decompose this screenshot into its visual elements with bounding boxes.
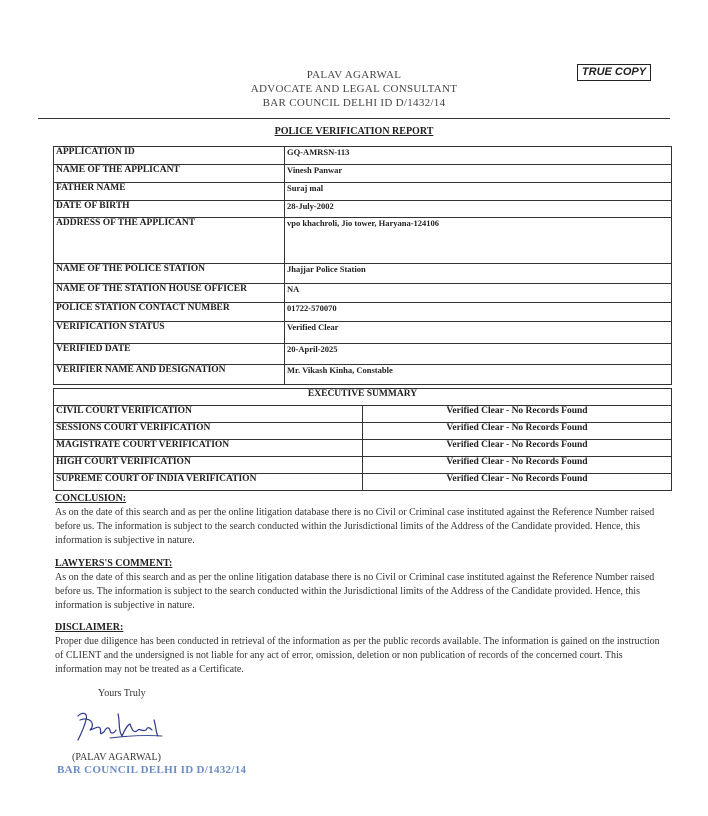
court-label: HIGH COURT VERIFICATION xyxy=(54,457,363,474)
summary-heading: EXECUTIVE SUMMARY xyxy=(54,389,672,406)
field-label: VERIFICATION STATUS xyxy=(54,322,285,344)
table-row xyxy=(54,423,672,440)
table-row xyxy=(54,365,672,385)
executive-summary-table xyxy=(53,388,672,491)
court-label: CIVIL COURT VERIFICATION xyxy=(54,406,363,423)
field-value: 20-April-2025 xyxy=(285,344,672,365)
disclaimer-text: Proper due diligence has been conducted in retrieval of the information as per the public records available. The information is gained on the instruction of CLIENT and the undersigned is not liable for any act of error, omission, deletion or non publication of records of the concerned court. This information may not be treated as a Certificate. xyxy=(55,636,660,675)
field-value: vpo khachroli, Jio tower, Haryana-124106 xyxy=(285,218,672,264)
table-row xyxy=(54,389,672,406)
conclusion-section xyxy=(55,493,667,548)
field-label: NAME OF THE STATION HOUSE OFFICER xyxy=(54,284,285,303)
signatory-bar-id: BAR COUNCIL DELHI ID D/1432/14 xyxy=(57,764,247,776)
court-result: Verified Clear - No Records Found xyxy=(363,457,672,474)
court-result: Verified Clear - No Records Found xyxy=(363,423,672,440)
field-label: ADDRESS OF THE APPLICANT xyxy=(54,218,285,264)
table-row xyxy=(54,165,672,183)
table-row xyxy=(54,264,672,284)
conclusion-text: As on the date of this search and as per the online litigation database there is no Civil or Criminal case instituted against the Reference Number raised before us. The information is subject to the search conducted within the Jurisdictional limits of the Address of the Candidate provided. Hence, this information is subjective in nature. xyxy=(55,507,655,546)
table-row xyxy=(54,344,672,365)
lawyers-comment-text: As on the date of this search and as per the online litigation database there is no Civil or Criminal case instituted against the Reference Number raised before us. The information is subject to the search conducted within the Jurisdictional limits of the Address of the Candidate provided. Hence, this information is subjective in nature. xyxy=(55,572,655,611)
field-label: FATHER NAME xyxy=(54,183,285,201)
table-row xyxy=(54,322,672,344)
handwritten-signature xyxy=(70,706,170,746)
court-result: Verified Clear - No Records Found xyxy=(363,474,672,491)
field-value: Verified Clear xyxy=(285,322,672,344)
lawyers-comment-heading: LAWYERS'S COMMENT: xyxy=(55,558,173,569)
field-label: APPLICATION ID xyxy=(54,147,285,165)
table-row xyxy=(54,457,672,474)
header-divider xyxy=(38,118,670,119)
table-row xyxy=(54,474,672,491)
court-label: MAGISTRATE COURT VERIFICATION xyxy=(54,440,363,457)
court-result: Verified Clear - No Records Found xyxy=(363,440,672,457)
disclaimer-heading: DISCLAIMER: xyxy=(55,622,124,633)
table-row xyxy=(54,284,672,303)
field-value: Mr. Vikash Kinha, Constable xyxy=(285,365,672,385)
field-value: Suraj mal xyxy=(285,183,672,201)
court-result: Verified Clear - No Records Found xyxy=(363,406,672,423)
table-row xyxy=(54,406,672,423)
field-value: 28-July-2002 xyxy=(285,201,672,218)
bar-council-id: BAR COUNCIL DELHI ID D/1432/14 xyxy=(262,97,446,109)
table-row xyxy=(54,201,672,218)
table-row xyxy=(54,183,672,201)
table-row xyxy=(54,440,672,457)
true-copy-stamp: TRUE COPY xyxy=(577,64,651,81)
table-row xyxy=(54,147,672,165)
court-label: SUPREME COURT OF INDIA VERIFICATION xyxy=(54,474,363,491)
field-value: GQ-AMRSN-113 xyxy=(285,147,672,165)
field-label: NAME OF THE APPLICANT xyxy=(54,165,285,183)
disclaimer-section xyxy=(55,622,667,677)
advocate-name: PALAV AGARWAL xyxy=(306,69,402,81)
conclusion-heading: CONCLUSION: xyxy=(55,493,127,504)
lawyers-comment-section xyxy=(55,558,667,613)
field-label: DATE OF BIRTH xyxy=(54,201,285,218)
field-value: 01722-570070 xyxy=(285,303,672,322)
closing-salutation: Yours Truly xyxy=(98,688,146,699)
field-label: VERIFIER NAME AND DESIGNATION xyxy=(54,365,285,385)
applicant-details-table xyxy=(53,146,672,385)
table-row xyxy=(54,303,672,322)
table-row xyxy=(54,218,672,264)
advocate-title: ADVOCATE AND LEGAL CONSULTANT xyxy=(250,83,458,95)
field-value: NA xyxy=(285,284,672,303)
field-value: Vinesh Panwar xyxy=(285,165,672,183)
field-value: Jhajjar Police Station xyxy=(285,264,672,284)
field-label: NAME OF THE POLICE STATION xyxy=(54,264,285,284)
signatory-name: (PALAV AGARWAL) xyxy=(72,752,161,763)
field-label: VERIFIED DATE xyxy=(54,344,285,365)
court-label: SESSIONS COURT VERIFICATION xyxy=(54,423,363,440)
field-label: POLICE STATION CONTACT NUMBER xyxy=(54,303,285,322)
report-title: POLICE VERIFICATION REPORT xyxy=(274,126,434,137)
